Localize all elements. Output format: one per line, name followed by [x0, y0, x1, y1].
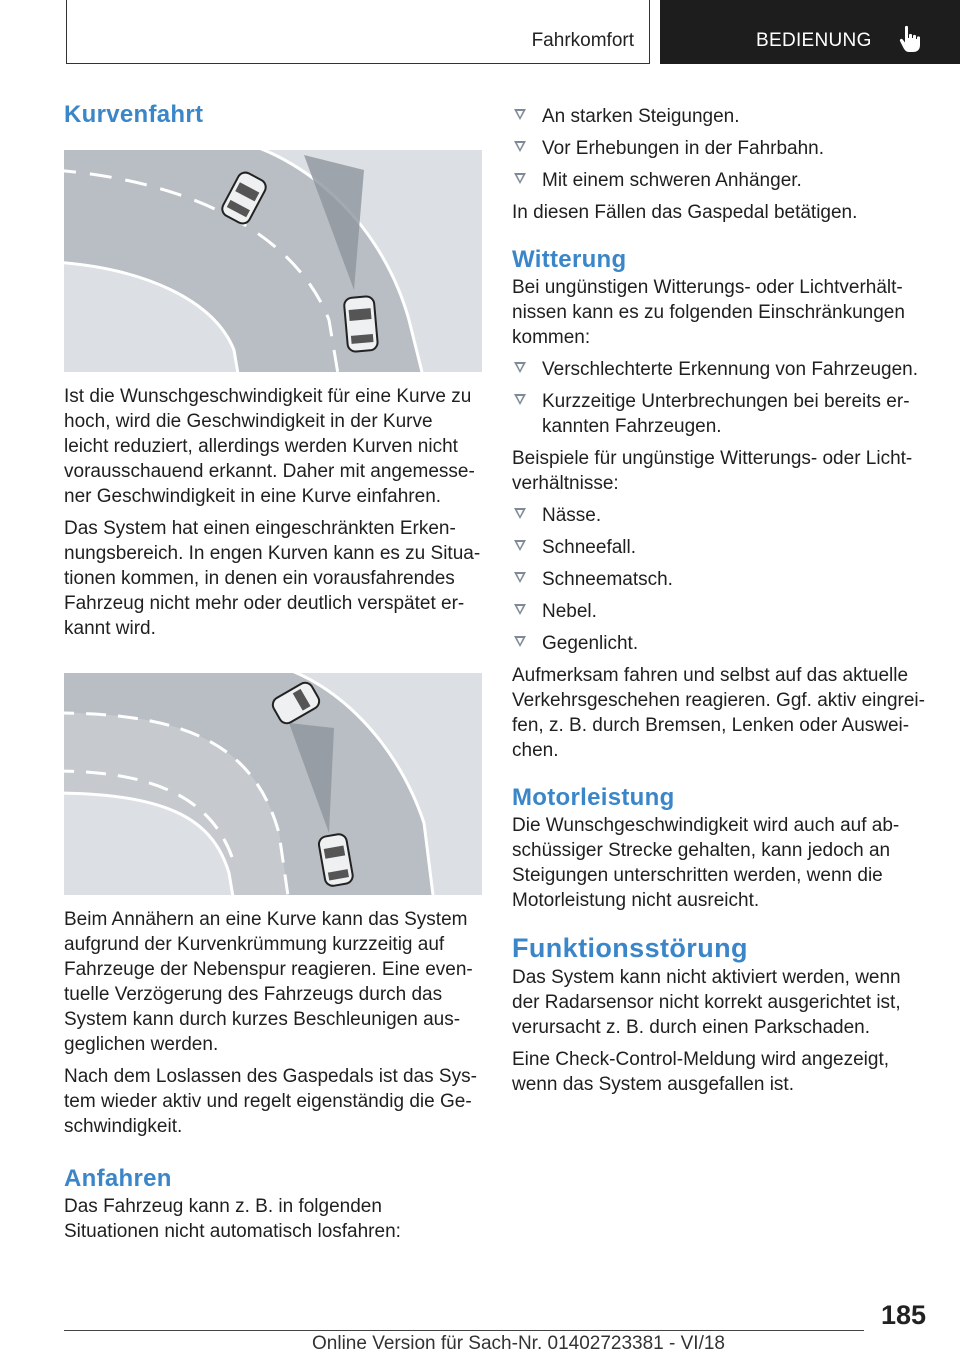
left-column — [64, 96, 482, 1251]
triangle-bullet-icon — [514, 540, 526, 551]
paragraph-anfahren: Das Fahrzeug kann z. B. in folgenden Situationen nicht automatisch losfahren: — [64, 1196, 401, 1242]
header-chapter-tab[interactable] — [660, 0, 960, 64]
header-bottom-rule — [66, 63, 650, 64]
list-item: Schneematsch. — [512, 567, 930, 592]
paragraph-witterung: Bei ungünstigen Witterungs- oder Lichtverhält‐ nissen kann es zu folgenden Einschränkungen kommen: — [512, 277, 905, 348]
paragraph-release-pedal: Nach dem Loslassen des Gaspedals ist das Sys‐ tem wieder aktiv und regelt eigenständig die Ge‐ schwindigkeit. — [64, 1066, 477, 1137]
list-restrictions — [512, 357, 930, 439]
footer-online-version: Online Version für Sach-Nr. 01402723381 - VI/18 — [312, 1333, 725, 1354]
footer-rule — [64, 1330, 864, 1331]
header-divider — [649, 0, 650, 64]
triangle-bullet-icon — [514, 636, 526, 647]
triangle-bullet-icon — [514, 572, 526, 583]
list-item: Nässe. — [512, 503, 930, 528]
page-number: 185 — [880, 1300, 926, 1330]
heading-witterung: Witterung — [512, 246, 627, 273]
triangle-bullet-icon — [514, 173, 526, 184]
triangle-bullet-icon — [514, 362, 526, 373]
paragraph-neighbor-lane: Beim Annähern an eine Kurve kann das System aufgrund der Kurvenkrümmung kurzzeitig auf Fahrzeuge der Nebenspur reagieren. Eine even‐ tuelle Verzögerung des Fahrzeugs durch das System kann durch kurzes Beschleunigen aus‐ geglichen werden. — [64, 909, 473, 1055]
triangle-bullet-icon — [514, 109, 526, 120]
paragraph-weather-examples: Beispiele für ungünstige Witterungs- oder Licht‐ verhältnisse: — [512, 448, 913, 494]
triangle-bullet-icon — [514, 604, 526, 615]
list-item: Gegenlicht. — [512, 631, 930, 656]
header-left-rule — [66, 0, 67, 64]
curve-illustration-1 — [64, 150, 482, 372]
triangle-bullet-icon — [514, 141, 526, 152]
paragraph-attention: Aufmerksam fahren und selbst auf das aktuelle Verkehrsgeschehen reagieren. Ggf. aktiv eingrei‐ fen, z. B. durch Bremsen, Lenken oder Auswei‐ chen. — [512, 665, 925, 761]
paragraph-curve-speed: Ist die Wunschgeschwindigkeit für eine Kurve zu hoch, wird die Geschwindigkeit in der Kurve leicht reduziert, allerdings werden Kurven nicht vorausschauend erkannt. Daher mit angemesse‐ ner Geschwindigkeit in eine Kurve einfahren. — [64, 386, 475, 507]
curve-illustration-2 — [64, 673, 482, 895]
list-item: Nebel. — [512, 599, 930, 624]
hand-pointer-icon — [896, 24, 926, 54]
heading-motorleistung: Motorleistung — [512, 784, 675, 811]
list-item: An starken Steigungen. — [512, 104, 930, 129]
paragraph-check-control: Eine Check-Control-Meldung wird angezeigt, wenn das System ausgefallen ist. — [512, 1049, 890, 1095]
list-item: Schneefall. — [512, 535, 930, 560]
list-item: Kurzzeitige Unterbrechungen bei bereits er‐ kannten Fahrzeugen. — [512, 389, 930, 439]
list-item: Mit einem schweren Anhänger. — [512, 168, 930, 193]
list-item: Verschlechterte Erkennung von Fahrzeugen. — [512, 357, 930, 382]
list-weather — [512, 503, 930, 656]
header-chapter-label: BEDIENUNG — [756, 30, 872, 51]
paragraph-gaspedal: In diesen Fällen das Gaspedal betätigen. — [512, 202, 858, 223]
heading-anfahren: Anfahren — [64, 1165, 172, 1192]
list-item: Vor Erhebungen in der Fahrbahn. — [512, 136, 930, 161]
list-anfahren-situations — [512, 104, 930, 193]
triangle-bullet-icon — [514, 394, 526, 405]
paragraph-radar: Das System kann nicht aktiviert werden, wenn der Radarsensor nicht korrekt ausgerichtet ist, verursacht z. B. durch einen Parkschaden. — [512, 967, 901, 1038]
heading-kurvenfahrt: Kurvenfahrt — [64, 101, 204, 128]
heading-funktionsstoerung: Funktionsstörung — [512, 933, 748, 963]
right-column — [512, 104, 930, 1104]
header-section-title: Fahrkomfort — [531, 30, 634, 51]
triangle-bullet-icon — [514, 508, 526, 519]
paragraph-motorleistung: Die Wunschgeschwindigkeit wird auch auf ab‐ schüssiger Strecke gehalten, kann jedoch an Steigungen unterschritten werden, wenn die Motorleistung nicht ausreicht. — [512, 815, 900, 911]
paragraph-detection-range: Das System hat einen eingeschränkten Erken‐ nungsbereich. In engen Kurven kann es zu Situa‐ tionen kommen, in denen ein vorausfahrendes Fahrzeug nicht mehr oder deutlich verspätet er‐ kannt wird. — [64, 518, 481, 639]
